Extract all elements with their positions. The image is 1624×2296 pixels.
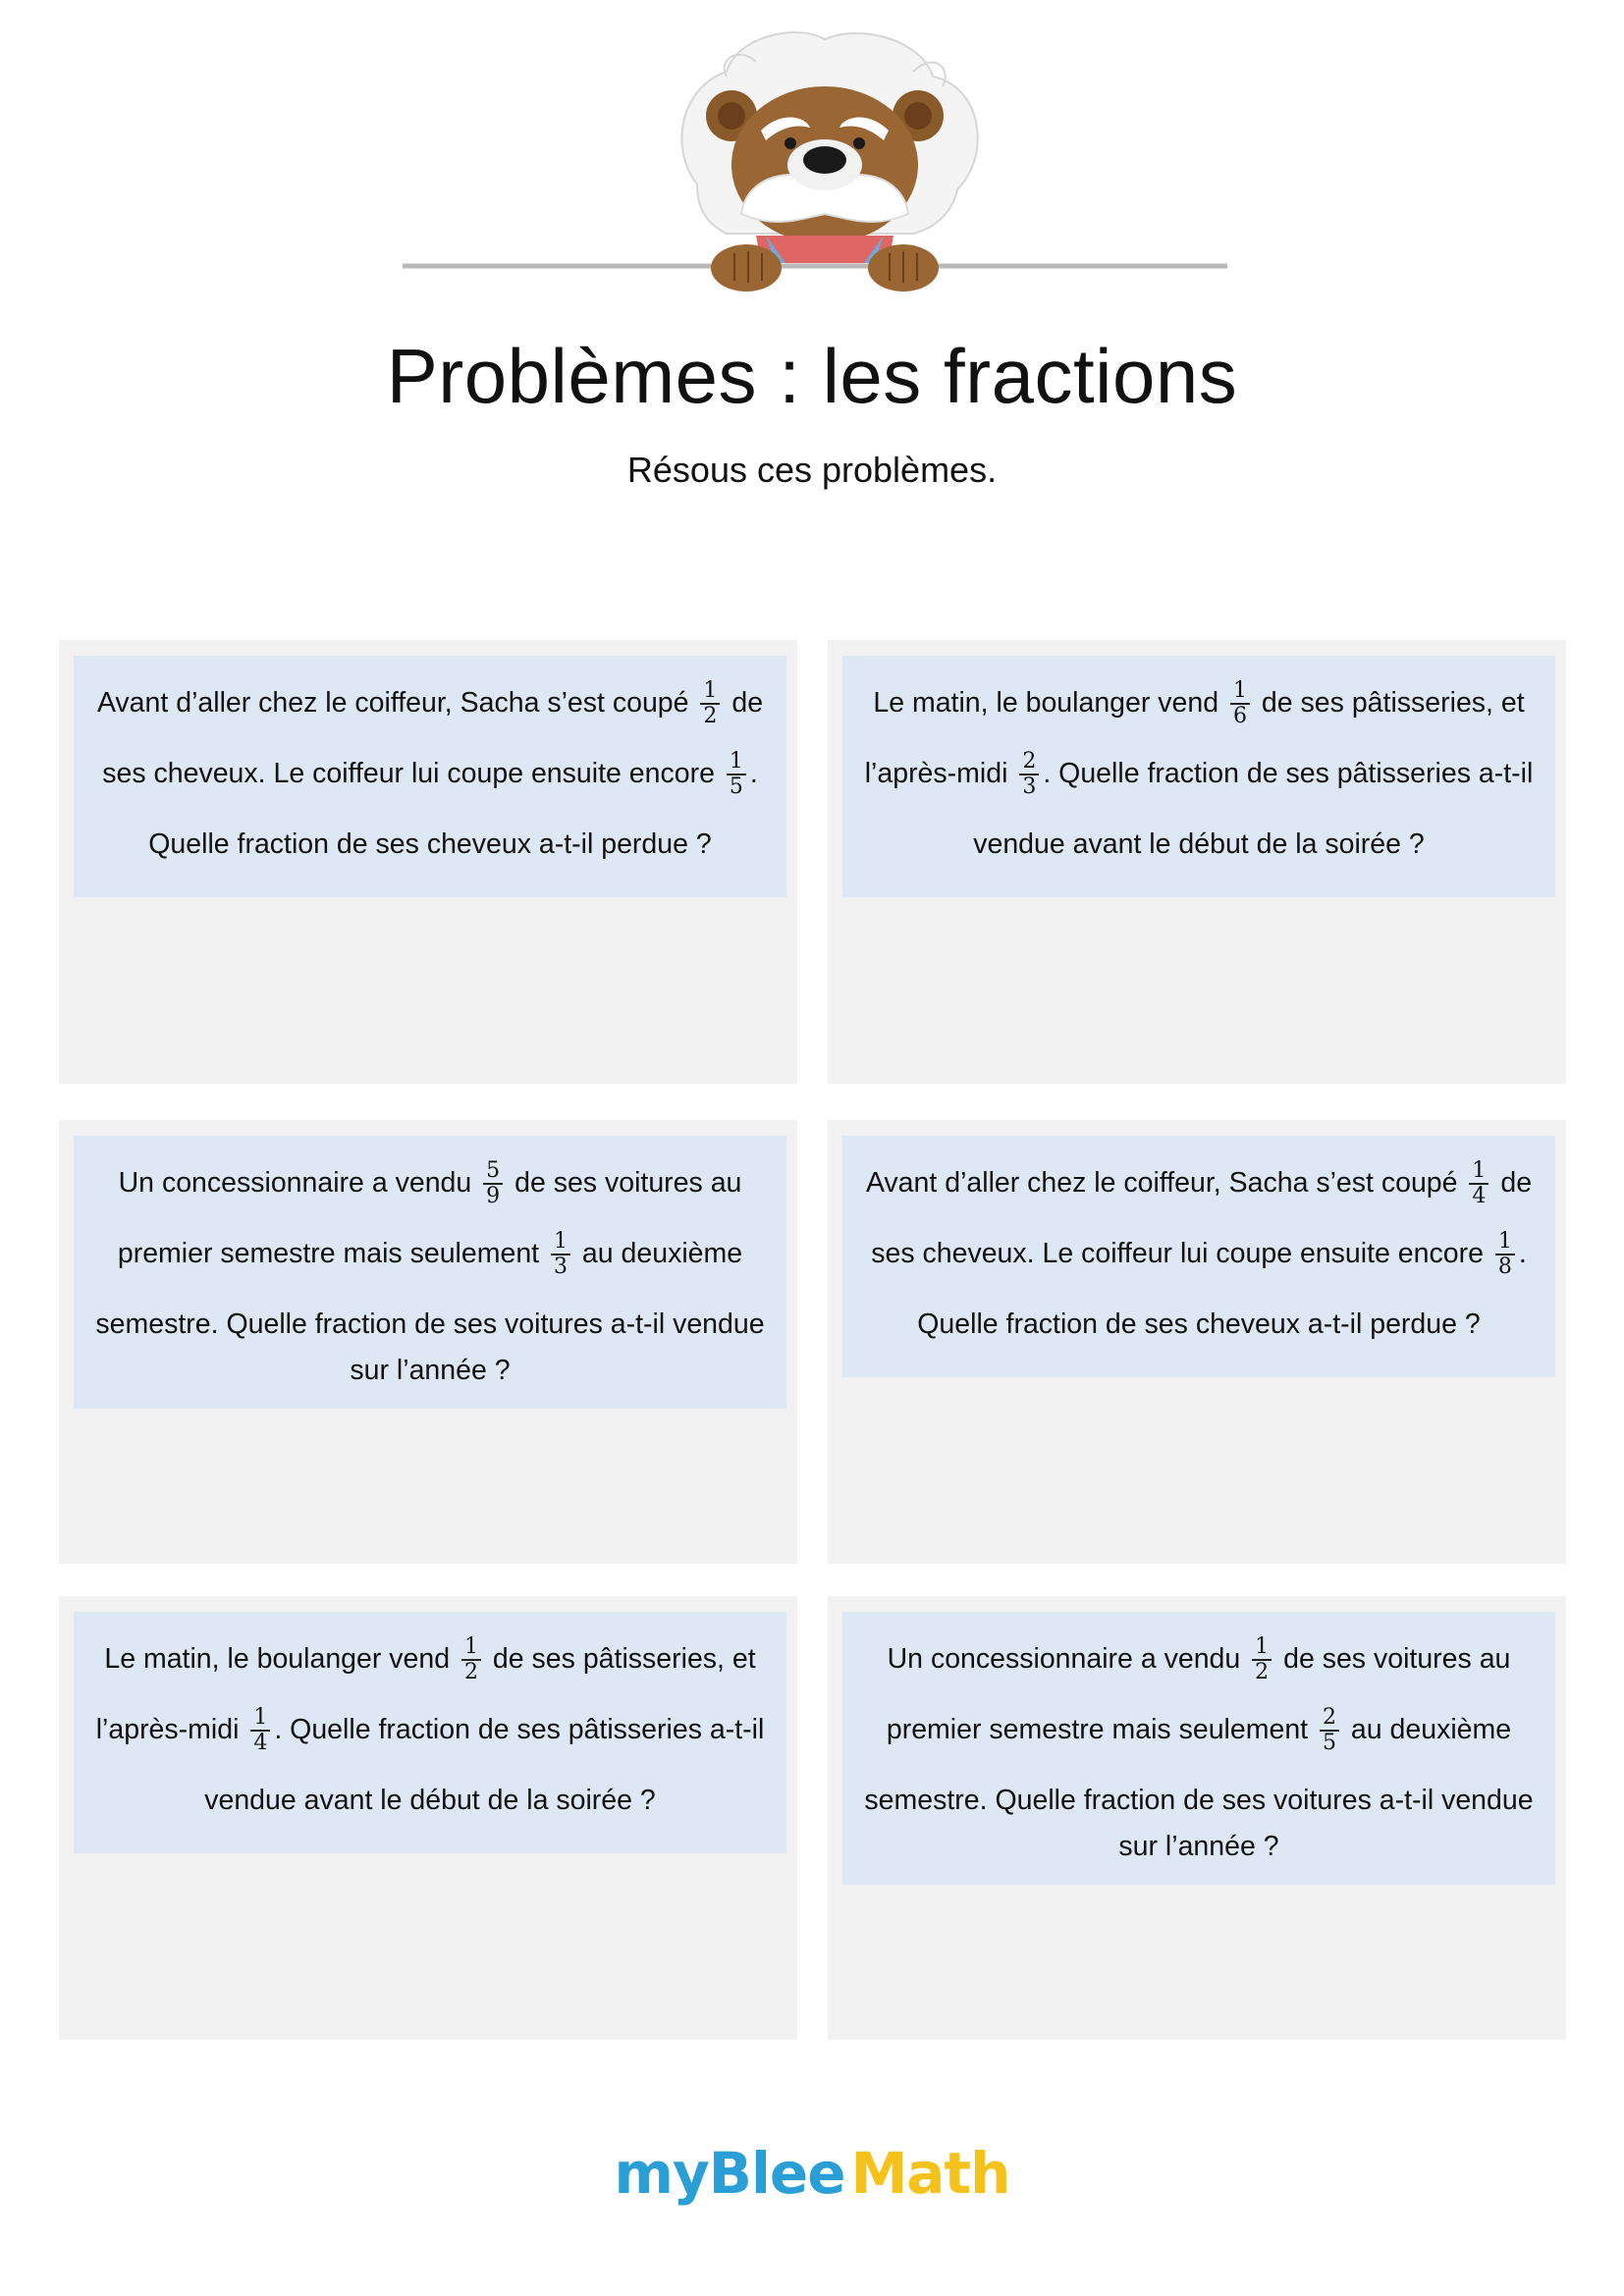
problem-text: . Quelle fraction de ses pâtisseries a-t-il: [1043, 758, 1534, 789]
problem-text: sur l’année ?: [350, 1355, 511, 1386]
problem-line: [91, 738, 769, 809]
problem-text: de ses voitures au: [507, 1167, 742, 1199]
problem-text: semestre. Quelle fraction de ses voitures a-t-il vendue: [95, 1308, 765, 1340]
problem-line: [860, 1624, 1538, 1694]
problem-text: de ses pâtisseries, et: [1254, 687, 1525, 719]
fraction-numerator: 1: [700, 679, 720, 705]
problem-text: premier semestre mais seulement: [886, 1714, 1317, 1745]
fraction: [461, 1635, 481, 1684]
problem-card-5: [59, 1596, 797, 2040]
fraction-denominator: 6: [1233, 704, 1248, 729]
fraction: [1495, 1230, 1515, 1279]
problem-text: de: [724, 687, 764, 719]
fraction-denominator: 3: [554, 1255, 568, 1280]
bear-mascot-illustration: [403, 18, 1227, 302]
problem-text: Le matin, le boulanger vend: [873, 687, 1227, 719]
problem-text: Un concessionnaire a vendu: [118, 1167, 480, 1199]
page-title: Problèmes : les fractions: [386, 333, 1238, 419]
problem-text: l’après-midi: [95, 1714, 247, 1745]
problem-statement: [74, 1136, 786, 1409]
fraction-numerator: 2: [1320, 1706, 1339, 1732]
problem-statement: [74, 1612, 786, 1853]
fraction: [1320, 1706, 1339, 1755]
problem-text: semestre. Quelle fraction de ses voitures a-t-il vendue: [864, 1785, 1534, 1816]
fraction: [1230, 679, 1250, 728]
problem-text: vendue avant le début de la soirée ?: [204, 1785, 656, 1816]
brand-logo-part1: myBlee: [614, 2140, 845, 2207]
fraction-denominator: 2: [703, 704, 718, 729]
problem-line: [860, 1289, 1538, 1360]
problem-text: ses cheveux. Le coiffeur lui coupe ensuite encore: [871, 1238, 1491, 1269]
brand-logo-part2: Math: [850, 2140, 1010, 2207]
problem-text: .: [749, 758, 758, 789]
problem-line: [860, 667, 1538, 738]
problem-text: ses cheveux. Le coiffeur lui coupe ensuite encore: [102, 758, 723, 789]
problem-text: Avant d’aller chez le coiffeur, Sacha s’est coupé: [865, 1167, 1466, 1199]
problem-text: de: [1492, 1167, 1533, 1199]
fraction: [1252, 1635, 1272, 1684]
fraction-numerator: 1: [551, 1230, 570, 1255]
problem-line: [91, 1218, 769, 1289]
fraction: [1019, 750, 1039, 799]
fraction-denominator: 9: [486, 1184, 501, 1209]
page-subtitle: Résous ces problèmes.: [626, 450, 998, 490]
problem-card-3: [59, 1120, 797, 1564]
problem-line: [91, 809, 769, 880]
fraction-denominator: 3: [1022, 774, 1037, 800]
problem-card-6: [828, 1596, 1566, 2040]
fraction-denominator: 5: [1323, 1731, 1337, 1756]
problem-line: [91, 1624, 769, 1694]
problem-line: [91, 1148, 769, 1218]
fraction-numerator: 1: [461, 1635, 481, 1661]
problem-text: vendue avant le début de la soirée ?: [973, 828, 1425, 860]
problem-text: premier semestre mais seulement: [117, 1238, 548, 1269]
problem-line: [860, 1694, 1538, 1765]
problem-line: [860, 1218, 1538, 1289]
fraction-numerator: 1: [1495, 1230, 1515, 1255]
problem-line: [91, 667, 769, 738]
fraction: [700, 679, 720, 728]
fraction-numerator: 1: [1252, 1635, 1272, 1661]
fraction-denominator: 4: [253, 1731, 268, 1756]
problem-statement: [842, 1136, 1555, 1377]
problem-text: Un concessionnaire a vendu: [887, 1643, 1249, 1675]
fraction: [250, 1706, 270, 1755]
fraction-numerator: 2: [1019, 750, 1039, 775]
problem-text: .: [1518, 1238, 1527, 1269]
problem-statement: [74, 656, 786, 897]
problem-line: [91, 1765, 769, 1836]
problem-line: [860, 738, 1538, 809]
problem-card-2: [828, 640, 1566, 1084]
fraction: [727, 750, 746, 799]
problem-line: [860, 809, 1538, 880]
problem-card-1: [59, 640, 797, 1084]
fraction-denominator: 5: [729, 774, 743, 800]
problem-line: [91, 1694, 769, 1765]
problem-text: sur l’année ?: [1118, 1831, 1279, 1862]
problem-text: de ses pâtisseries, et: [485, 1643, 756, 1675]
fraction-numerator: 1: [1469, 1159, 1489, 1185]
fraction-numerator: 1: [250, 1706, 270, 1732]
problem-card-4: [828, 1120, 1566, 1564]
fraction: [483, 1159, 503, 1208]
fraction-numerator: 5: [483, 1159, 503, 1185]
brand-logo: [0, 2140, 1624, 2207]
problem-text: l’après-midi: [864, 758, 1016, 789]
fraction-numerator: 1: [1230, 679, 1250, 705]
problem-text: au deuxième: [574, 1238, 743, 1269]
fraction: [551, 1230, 570, 1279]
problem-statement: [842, 1612, 1555, 1885]
problem-text: de ses voitures au: [1275, 1643, 1511, 1675]
fraction-denominator: 2: [464, 1660, 479, 1685]
problem-text: Quelle fraction de ses cheveux a-t-il perdue ?: [917, 1308, 1481, 1340]
problem-text: . Quelle fraction de ses pâtisseries a-t-il: [274, 1714, 765, 1745]
problem-statement: [842, 656, 1555, 897]
problem-text: au deuxième: [1343, 1714, 1512, 1745]
problem-line: [860, 1148, 1538, 1218]
fraction-denominator: 8: [1497, 1255, 1512, 1280]
problem-text: Le matin, le boulanger vend: [104, 1643, 459, 1675]
fraction: [1469, 1159, 1489, 1208]
problem-text: Avant d’aller chez le coiffeur, Sacha s’est coupé: [96, 687, 697, 719]
fraction-denominator: 4: [1472, 1184, 1487, 1209]
fraction-denominator: 2: [1255, 1660, 1270, 1685]
fraction-numerator: 1: [727, 750, 746, 775]
problem-text: Quelle fraction de ses cheveux a-t-il perdue ?: [148, 828, 712, 860]
